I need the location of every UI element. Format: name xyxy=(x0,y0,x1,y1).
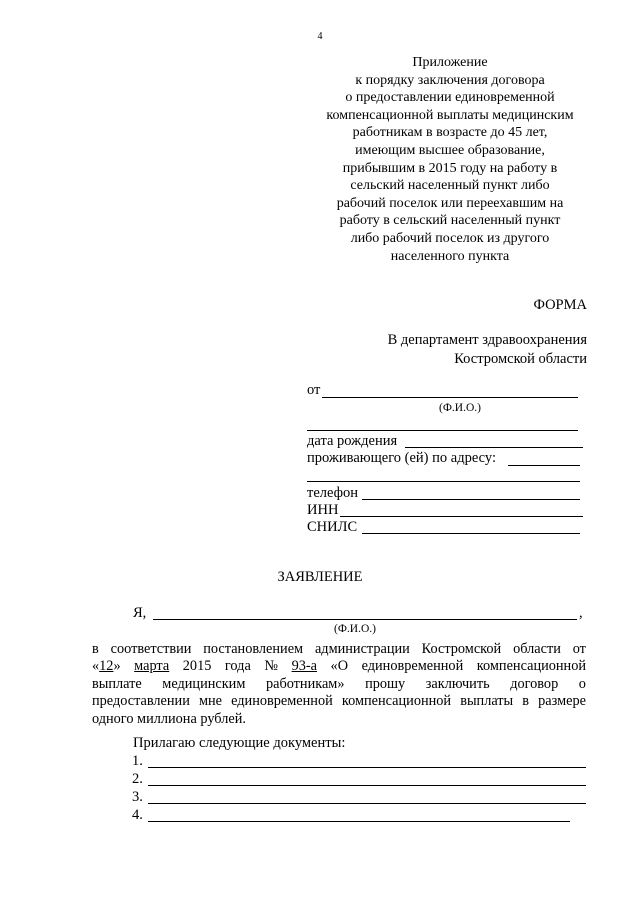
word: заключить xyxy=(425,675,490,692)
form-label: ФОРМА xyxy=(533,297,587,313)
word: в xyxy=(522,693,530,710)
document-field-1[interactable] xyxy=(148,767,586,768)
addressee xyxy=(388,331,587,369)
from-fio-field[interactable] xyxy=(322,397,578,398)
address-field[interactable] xyxy=(508,465,580,466)
body-line-3 xyxy=(92,676,586,693)
addressee-line-2: Костромской области xyxy=(454,351,587,367)
statement-title: ЗАЯВЛЕНИЕ xyxy=(277,569,363,585)
word: договор xyxy=(510,675,559,692)
body-line-2 xyxy=(92,658,586,675)
appendix-line: Приложение xyxy=(412,55,488,70)
snils-field[interactable] xyxy=(362,533,580,534)
addressee-line-1: В департамент здравоохранения xyxy=(387,332,587,348)
address-label: проживающего (ей) по адресу: xyxy=(307,450,496,466)
word: области xyxy=(513,641,561,657)
fio-comma: , xyxy=(579,605,583,621)
body-line-4 xyxy=(92,693,586,710)
document-field-2[interactable] xyxy=(148,785,586,786)
word: выплате xyxy=(92,675,142,692)
appendix-header xyxy=(300,54,600,265)
statement-body xyxy=(92,641,586,728)
body-text-end: одного миллиона рублей. xyxy=(92,710,246,727)
from-fio-field-continued[interactable] xyxy=(307,430,578,431)
i-label: Я, xyxy=(133,605,147,621)
decree-year: 2015 xyxy=(182,658,212,675)
documents-intro: Прилагаю следующие документы: xyxy=(133,735,346,751)
document-field-4[interactable] xyxy=(148,821,570,822)
appendix-line: о предоставлении единовременной xyxy=(345,90,555,106)
phone-label: телефон xyxy=(307,485,359,501)
word: работникам» xyxy=(265,675,345,692)
word: предоставлении xyxy=(92,693,190,710)
appendix-line: либо рабочий поселок из другого xyxy=(350,230,550,246)
word: от xyxy=(572,641,586,657)
fio-caption: (Ф.И.О.) xyxy=(439,402,481,414)
document-item-number: 1. xyxy=(132,753,143,769)
word: соответствии xyxy=(110,641,192,657)
decree-month: марта xyxy=(134,658,170,675)
appendix-line: компенсационной выплаты медицинским xyxy=(326,107,574,123)
word: компенсационной xyxy=(476,658,586,675)
decree-date: «12» xyxy=(92,658,121,675)
applicant-fio-field[interactable] xyxy=(153,619,577,620)
birth-date-field[interactable] xyxy=(405,447,583,448)
word: медицинским xyxy=(162,675,246,692)
word: «О xyxy=(330,658,349,675)
appendix-line: работникам в возрасте до 45 лет, xyxy=(352,125,548,141)
page-number: 4 xyxy=(317,31,323,42)
appendix-line: к порядку заключения договора xyxy=(355,72,545,88)
word: прошу xyxy=(365,675,406,692)
document-item-number: 3. xyxy=(132,789,143,805)
snils-label: СНИЛС xyxy=(307,519,358,535)
appendix-line: сельский населенный пункт либо xyxy=(350,178,550,194)
word: постановлением xyxy=(203,641,304,657)
word: единовременной xyxy=(231,693,333,710)
word: размере xyxy=(538,693,586,710)
decree-day: 12 xyxy=(99,658,114,675)
appendix-line: прибывшим в 2015 году на работу в xyxy=(342,160,558,176)
word: выплаты xyxy=(460,693,514,710)
word: года xyxy=(224,658,251,675)
decree-number: 93-а xyxy=(291,658,317,675)
appendix-line: имеющим высшее образование, xyxy=(355,142,545,158)
applicant-fio-caption: (Ф.И.О.) xyxy=(334,623,376,635)
word: Костромской xyxy=(421,641,502,657)
word: компенсационной xyxy=(341,693,452,710)
inn-label: ИНН xyxy=(307,502,339,518)
document-item-number: 4. xyxy=(132,807,143,823)
word: администрации xyxy=(314,641,410,657)
appendix-line: работу в сельский населенный пункт xyxy=(339,213,561,229)
phone-field[interactable] xyxy=(362,499,580,500)
word: мне xyxy=(198,693,223,710)
inn-field[interactable] xyxy=(340,516,583,517)
from-label: от xyxy=(307,382,321,398)
appendix-line: населенного пункта xyxy=(390,248,510,264)
body-line-1 xyxy=(92,641,586,658)
word: единовременной xyxy=(361,658,464,675)
word: в xyxy=(92,641,99,657)
address-field-continued[interactable] xyxy=(307,481,580,482)
document-field-3[interactable] xyxy=(148,803,586,804)
document-item-number: 2. xyxy=(132,771,143,787)
body-line-5 xyxy=(92,711,586,728)
number-sign: № xyxy=(264,658,279,675)
word: о xyxy=(578,675,586,692)
appendix-line: рабочий поселок или переехавшим на xyxy=(336,195,564,211)
birth-date-label: дата рождения xyxy=(307,433,398,449)
